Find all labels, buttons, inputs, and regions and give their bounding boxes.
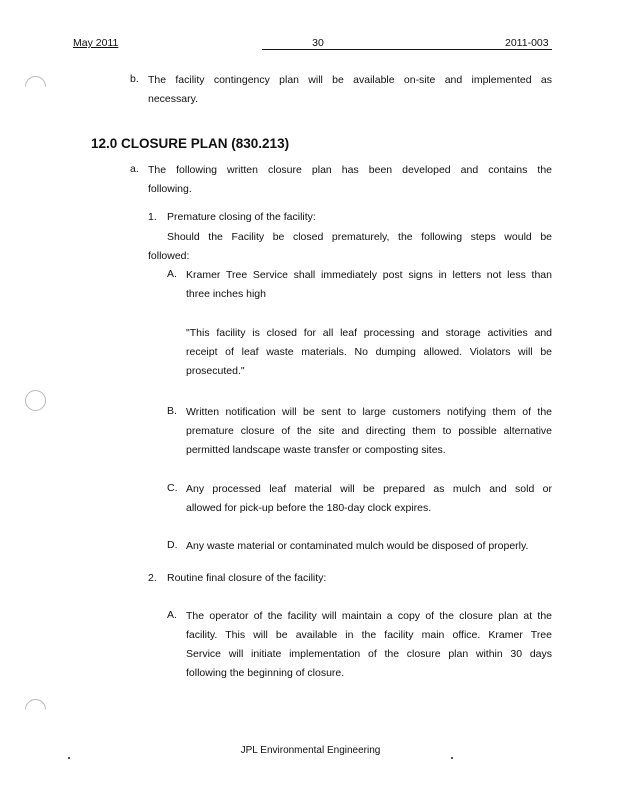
paragraph-line: followed: (148, 250, 190, 262)
paragraph-line: Kramer Tree Service shall immediately post signs in letters not less than (186, 269, 552, 281)
paragraph-line: Written notification will be sent to large customers notifying them of the (186, 406, 552, 418)
paragraph-line: The operator of the facility will maintain a copy of the closure plan at the (186, 610, 552, 622)
item-2a-paragraph (186, 607, 552, 683)
paragraph-line: Should the Facility be closed prematurely, the following steps would be (167, 231, 552, 243)
item-b-paragraph (148, 71, 552, 109)
item-b-label: b. (130, 73, 139, 85)
paragraph-line: necessary. (148, 93, 198, 105)
item-1d-label: D. (167, 539, 178, 551)
paragraph-line: The following written closure plan has been developed and contains the (148, 164, 552, 176)
item-1a-label: A. (167, 268, 177, 280)
paragraph-line: "This facility is closed for all leaf processing and storage activities and (186, 327, 552, 339)
item-1d-paragraph (186, 537, 552, 556)
item-1b-label: B. (167, 405, 177, 417)
paragraph-line: premature closure of the site and directing them to possible alternative (186, 425, 552, 437)
item-1b-paragraph (186, 403, 552, 460)
paragraph-line: facility. This will be available in the facility main office. Kramer Tree (186, 629, 552, 641)
paragraph-line: prosecuted." (186, 365, 245, 377)
header-date: May 2011 (73, 37, 119, 49)
paragraph-line: following. (148, 183, 192, 195)
item-2-title: Routine final closure of the facility: (167, 572, 327, 584)
footer-text: JPL Environmental Engineering (240, 745, 381, 756)
item-1c-label: C. (167, 482, 178, 494)
item-2-label: 2. (148, 572, 157, 584)
footer-mark-right (451, 757, 453, 759)
paragraph-line: three inches high (186, 288, 266, 300)
paragraph-line: Service will initiate implementation of the closure plan within 30 days (186, 648, 552, 660)
item-1a-quote (186, 324, 552, 381)
paragraph-line: permitted landscape waste transfer or composting sites. (186, 444, 446, 456)
footer-mark-left (68, 757, 70, 759)
header-rule (262, 49, 552, 50)
paragraph-line: following the beginning of closure. (186, 667, 345, 679)
section-heading: 12.0 CLOSURE PLAN (830.213) (91, 136, 290, 151)
paragraph-line: receipt of leaf waste materials. No dumping allowed. Violators will be (186, 346, 552, 358)
item-a-label: a. (130, 163, 139, 175)
item-1-label: 1. (148, 211, 157, 223)
paragraph-line: The facility contingency plan will be available on-site and implemented as (148, 74, 552, 86)
binder-hole-middle (25, 390, 46, 411)
header-page-number: 30 (312, 37, 324, 49)
paragraph-line: Any waste material or contaminated mulch would be disposed of properly. (186, 540, 529, 552)
item-1c-paragraph (186, 480, 552, 518)
header-document-number: 2011-003 (505, 37, 549, 49)
item-2a-label: A. (167, 609, 177, 621)
item-1-title: Premature closing of the facility: (167, 211, 316, 223)
paragraph-line: allowed for pick-up before the 180-day clock expires. (186, 502, 432, 514)
item-a-paragraph (148, 161, 552, 199)
item-1a-paragraph (186, 266, 552, 304)
item-1-intro (148, 228, 552, 266)
binder-hole-bottom (25, 699, 46, 720)
paragraph-line: Any processed leaf material will be prepared as mulch and sold or (186, 483, 552, 495)
binder-hole-top (25, 76, 46, 97)
